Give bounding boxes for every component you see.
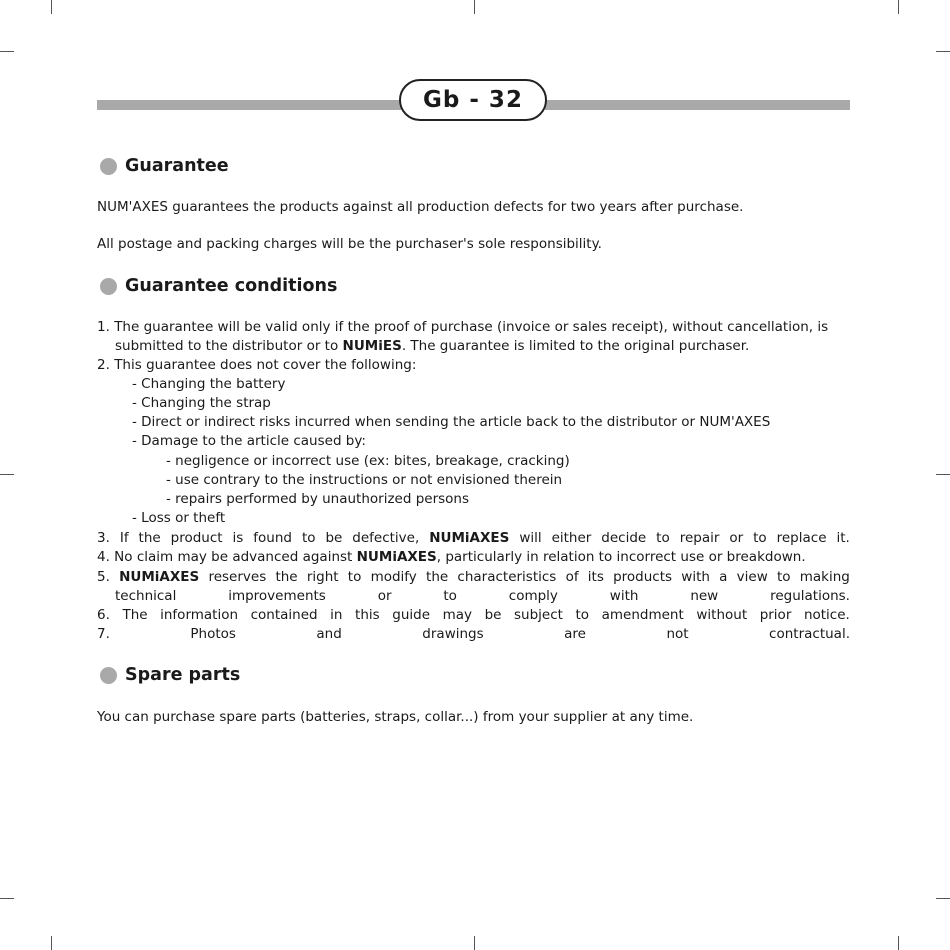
condition-2 <box>97 356 416 374</box>
brand-name: NUMiAXES <box>119 569 200 585</box>
word: not <box>666 626 689 642</box>
word: repair <box>679 530 720 546</box>
word: regulations. <box>770 588 850 604</box>
word: of <box>565 569 579 585</box>
word: with <box>681 569 710 585</box>
word: guide <box>392 607 431 623</box>
word: comply <box>508 588 558 604</box>
word: characteristics <box>457 569 557 585</box>
word: the <box>138 530 161 546</box>
word: be <box>484 607 502 623</box>
list-number: 2. <box>97 357 110 373</box>
guarantee-paragraph-2: All postage and packing charges will be the purchaser's sole responsibility. <box>97 236 602 252</box>
word: or <box>377 588 392 604</box>
word: with <box>609 588 639 604</box>
page-number: Gb - 32 <box>423 87 523 113</box>
crop-mark <box>0 51 14 52</box>
crop-mark <box>898 936 899 950</box>
header-rule-right <box>545 100 850 110</box>
crop-mark <box>51 936 52 950</box>
list-text: , particularly in relation to incorrect use or breakdown. <box>436 549 806 565</box>
list-text: submitted to the distributor or to <box>115 338 343 354</box>
word: drawings <box>422 626 484 642</box>
section-heading-conditions <box>100 276 337 296</box>
condition-1-line-2 <box>115 337 749 355</box>
crop-mark <box>936 474 950 475</box>
word: this <box>355 607 380 623</box>
word: to <box>301 530 316 546</box>
word: to <box>753 530 767 546</box>
condition-7 <box>97 625 850 643</box>
condition-2-subsub-2: - use contrary to the instructions or not envisioned therein <box>166 472 563 488</box>
word: a <box>719 569 728 585</box>
word: found <box>253 530 292 546</box>
word: to <box>656 530 670 546</box>
word: making <box>799 569 850 585</box>
word: amendment <box>601 607 684 623</box>
word: and <box>316 626 342 642</box>
condition-2-subsub-1: - negligence or incorrect use (ex: bites, breakage, cracking) <box>166 453 570 469</box>
crop-mark <box>474 936 475 950</box>
list-text: 4. No claim may be advanced against <box>97 549 357 565</box>
crop-mark <box>0 898 14 899</box>
word: 7. <box>97 626 110 642</box>
word: replace <box>776 530 827 546</box>
crop-mark <box>936 898 950 899</box>
condition-3 <box>97 529 850 547</box>
word: 6. <box>97 607 110 623</box>
word: modify <box>370 569 417 585</box>
condition-2-sub-1: - Changing the battery <box>132 376 286 392</box>
word: to <box>575 607 590 623</box>
word: the <box>275 569 298 585</box>
condition-2-sub-2: - Changing the strap <box>132 395 271 411</box>
condition-2-subsub-3: - repairs performed by unauthorized persons <box>166 491 470 507</box>
condition-2-sub-5: - Loss or theft <box>132 510 226 526</box>
crop-mark <box>898 0 899 14</box>
word: Photos <box>190 626 236 642</box>
word: defective, <box>352 530 420 546</box>
word: The <box>122 607 148 623</box>
word: the <box>426 569 449 585</box>
bullet-icon <box>100 667 117 684</box>
word: reserves <box>208 569 267 585</box>
word: right <box>306 569 339 585</box>
word: subject <box>514 607 563 623</box>
spare-parts-paragraph: You can purchase spare parts (batteries, straps, collar...) from your supplier at any time. <box>97 709 694 725</box>
guarantee-paragraph-1: NUM'AXES guarantees the products against all production defects for two years after purchase. <box>97 199 744 215</box>
word: to <box>443 588 457 604</box>
word: product <box>170 530 223 546</box>
heading-text: Guarantee conditions <box>125 276 338 296</box>
bullet-icon <box>100 278 117 295</box>
word: technical <box>115 588 177 604</box>
word: is <box>232 530 244 546</box>
condition-2-sub-4: - Damage to the article caused by: <box>132 433 366 449</box>
word: either <box>551 530 592 546</box>
word: prior <box>759 607 792 623</box>
word: may <box>442 607 472 623</box>
word: will <box>519 530 542 546</box>
word: contained <box>250 607 318 623</box>
condition-2-sub-3: - Direct or indirect risks incurred when sending the article back to the distributor or NUM'AXES <box>132 414 771 430</box>
word: to <box>347 569 362 585</box>
crop-mark <box>51 0 52 14</box>
word: be <box>325 530 343 546</box>
word: it. <box>836 530 850 546</box>
condition-5-line-2 <box>115 587 850 605</box>
condition-5-line-1 <box>97 568 850 586</box>
list-number: 1. <box>97 319 110 335</box>
crop-mark <box>936 51 950 52</box>
word: contractual. <box>769 626 850 642</box>
word: decide <box>601 530 647 546</box>
word: products <box>613 569 673 585</box>
crop-mark <box>474 0 475 14</box>
word: new <box>690 588 719 604</box>
list-text: This guarantee does not cover the following: <box>114 357 417 373</box>
heading-text: Spare parts <box>125 665 241 685</box>
heading-text: Guarantee <box>125 156 229 176</box>
brand-name: NUMiES <box>342 338 402 354</box>
word: its <box>587 569 604 585</box>
word: in <box>330 607 343 623</box>
page-number-badge <box>399 79 547 121</box>
word: view <box>736 569 768 585</box>
brand-name: NUMiAXES <box>429 530 510 546</box>
condition-1-line-1 <box>97 318 828 336</box>
word: improvements <box>228 588 326 604</box>
header-rule-left <box>97 100 402 110</box>
word: without <box>696 607 748 623</box>
word: information <box>160 607 239 623</box>
condition-4 <box>97 548 806 566</box>
list-text: The guarantee will be valid only if the proof of purchase (invoice or sales receipt), without cancellation, is <box>114 319 829 335</box>
list-text: . The guarantee is limited to the original purchaser. <box>401 338 750 354</box>
brand-name: NUMiAXES <box>356 549 437 565</box>
word: or <box>729 530 744 546</box>
condition-6 <box>97 606 850 624</box>
word: If <box>119 530 129 546</box>
section-heading-guarantee <box>100 156 229 176</box>
word: are <box>564 626 586 642</box>
section-heading-spare-parts <box>100 665 240 685</box>
crop-mark <box>0 474 14 475</box>
list-number: 5. <box>97 569 110 585</box>
word: to <box>776 569 791 585</box>
word: 3. <box>97 530 110 546</box>
bullet-icon <box>100 158 117 175</box>
word: notice. <box>803 607 850 623</box>
